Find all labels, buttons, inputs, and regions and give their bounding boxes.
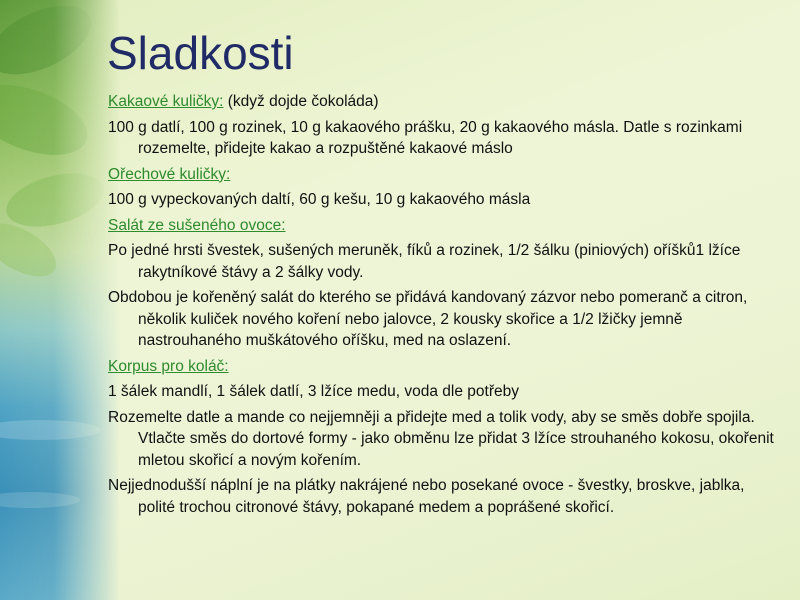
leaf-decoration-icon [0, 0, 120, 600]
slide-content [108, 91, 778, 522]
korpus-heading: Korpus pro koláč: [108, 357, 229, 375]
kakao-note: (když dojde čokoláda) [223, 93, 379, 110]
salat-heading: Salát ze sušeného ovoce: [108, 216, 286, 234]
korpus-text-2: Rozemelte datle a mande co nejjemněji a přidejte med a tolik vody, aby se směs dobře spojila. Vtlačte směs do dortové formy - jako obměnu lze přidat 3 lžíce strouhaného kokosu, okořenit mletou skořicí a novým kořením. [108, 408, 774, 469]
orech-heading-line [108, 164, 778, 186]
salat-heading-line [108, 215, 778, 237]
orech-text: 100 g vypeckovaných daltí, 60 g kešu, 10 g kakaového másla [108, 191, 531, 208]
kakao-heading: Kakaové kuličky: [108, 93, 224, 110]
salat-text-2: Obdobou je kořeněný salát do kterého se přidává kandovaný zázvor nebo pomeranč a citron, několik kuliček nového koření nebo jalovce, 2 kousky skořice a 1/2 lžičky jemně nastrouhaného muškátového oříšku, med na oslazení. [108, 289, 748, 349]
salat-text-1: Po jedné hrsti švestek, sušených meruněk, fíků a rozinek, 1/2 šálku (piniových) oříšků1 lžíce rakytníkové štávy a 2 šálky vody. [108, 242, 741, 281]
kakao-text: 100 g datlí, 100 g rozinek, 10 g kakaového prášku, 20 g kakaového másla. Datle s rozinkami rozemelte, přidejte kakao a rozpuštěné kakaové máslo [108, 118, 743, 157]
kakao-heading-line [108, 91, 778, 113]
decorative-leaves-water-strip [0, 0, 120, 600]
korpus-text-1: 1 šálek mandlí, 1 šálek datlí, 3 lžíce medu, voda dle potřeby [108, 383, 519, 400]
orech-heading: Ořechové kuličky: [108, 165, 231, 183]
slide-title: Sladkosti [107, 27, 294, 79]
korpus-heading-line [108, 356, 778, 378]
korpus-text-3: Nejjednodušší náplní je na plátky nakrájené nebo posekané ovoce - švestky, broskve, jablka, polité trochou citronové štávy, pokapané medem a poprášené skořicí. [108, 477, 745, 516]
